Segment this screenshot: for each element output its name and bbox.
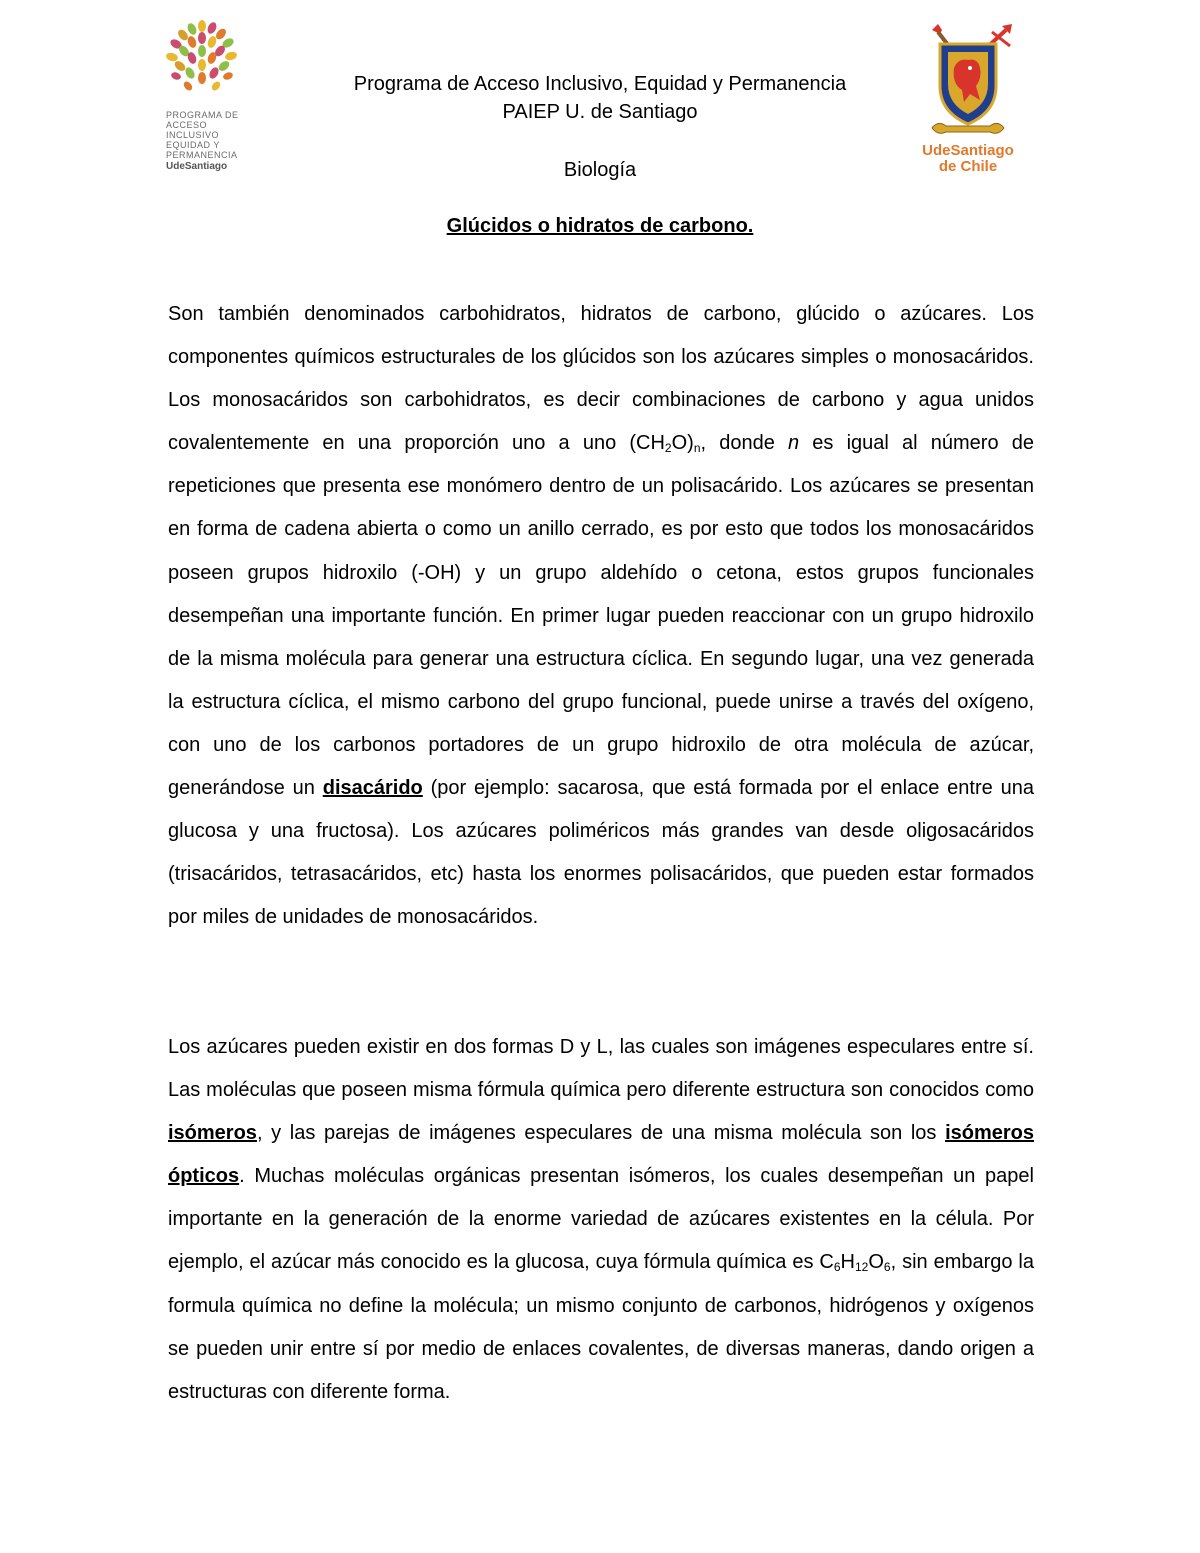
logo-left-line-1: PROGRAMA DE <box>166 110 239 120</box>
term-isomeros: isómeros <box>168 1122 257 1145</box>
logo-left-line-3: INCLUSIVO <box>166 130 220 140</box>
p1-text-4: es igual al número de repeticiones que presenta ese monómero dentro de un polisacárido. Los azúcares se presentan en forma de cadena abierta o como un anillo cerrado, es por esto que todos los monosacáridos poseen grupos hidroxilo (-OH) y un grupo aldehído o cetona, estos grupos funcionales desempeñan una importante función. En primer lugar pueden reaccionar con un grupo hidroxilo de la misma molécula para generar una estructura cíclica. En segundo lugar, una vez generada la estructura cíclica, el mismo carbono del grupo funcional, puede unirse a través del oxígeno, con uno de los carbonos portadores de un grupo hidroxilo de otra molécula de azúcar, generándose un <box>168 432 1034 800</box>
p2-text-6: , sin embargo la formula química no define la molécula; un mismo conjunto de carbonos, hidrógenos y oxígenos se pueden unir entre sí por medio de enlaces covalentes, de diversas maneras, dando origen a estructuras con diferente forma. <box>168 1251 1034 1403</box>
program-name: Programa de Acceso Inclusivo, Equidad y Permanencia <box>353 73 847 95</box>
p1-text-3: , donde <box>700 432 789 455</box>
p2-text-2: , y las parejas de imágenes especulares de una misma molécula son los <box>256 1122 946 1145</box>
p2-sub-h: 12 <box>854 1260 869 1275</box>
logo-left-line-2: ACCESO <box>166 120 208 130</box>
page-title: Glúcidos o hidratos de carbono. <box>446 215 754 237</box>
p1-italic-n: n <box>788 432 800 455</box>
paragraph-1 <box>168 293 1034 939</box>
p2-text-3: . Muchas moléculas orgánicas presentan isómeros, los cuales desempeñan un papel importante en la generación de la enorme variedad de azúcares existentes en la célula. Por ejemplo, el azúcar más conocido es la glucosa, cuya fórmula química es C <box>168 1165 1034 1274</box>
p2-text-4: H <box>840 1251 855 1274</box>
p1-sub-2: 2 <box>664 441 672 456</box>
paragraph-2 <box>168 1026 1034 1414</box>
logo-left-brand: UdeSantiago <box>166 161 228 172</box>
logo-right-line-2: de Chile <box>938 158 998 175</box>
p1-text-2: O) <box>671 432 694 455</box>
p2-sub-c: 6 <box>833 1260 841 1275</box>
p2-text-1: Los azúcares pueden existir en dos formas D y L, las cuales son imágenes especulares entre sí. Las moléculas que poseen misma fórmula química pero diferente estructura son conocidos como <box>168 1036 1034 1102</box>
p1-sub-n: n <box>693 441 701 456</box>
logo-left-line-5: PERMANENCIA <box>166 150 238 160</box>
institution-name: PAIEP U. de Santiago <box>502 101 698 123</box>
logo-left-line-4: EQUIDAD Y <box>166 140 220 150</box>
p2-sub-o: 6 <box>883 1260 891 1275</box>
term-disacarido: disacárido <box>322 777 423 800</box>
p1-text-5: (por ejemplo: sacarosa, que está formada por el enlace entre una glucosa y una fructosa). Los azúcares poliméricos más grandes van desde oligosacáridos (trisacáridos, tetrasacáridos, etc) hasta los enormes polisacáridos, que pueden estar formados por miles de unidades de monosacáridos. <box>168 777 1034 929</box>
p2-text-5: O <box>868 1251 884 1274</box>
term-isomeros-opticos: isómeros ópticos <box>168 1122 1034 1188</box>
subject-name: Biología <box>563 159 637 181</box>
logo-right-line-1: UdeSantiago <box>922 142 1014 159</box>
p1-text-1: Son también denominados carbohidratos, hidratos de carbono, glúcido o azúcares. Los componentes químicos estructurales de los glúcidos son los azúcares simples o monosacáridos. Los monosacáridos son carbohidratos, es decir combinaciones de carbono y agua unidos covalentemente en una proporción uno a uno (CH <box>168 303 1034 455</box>
